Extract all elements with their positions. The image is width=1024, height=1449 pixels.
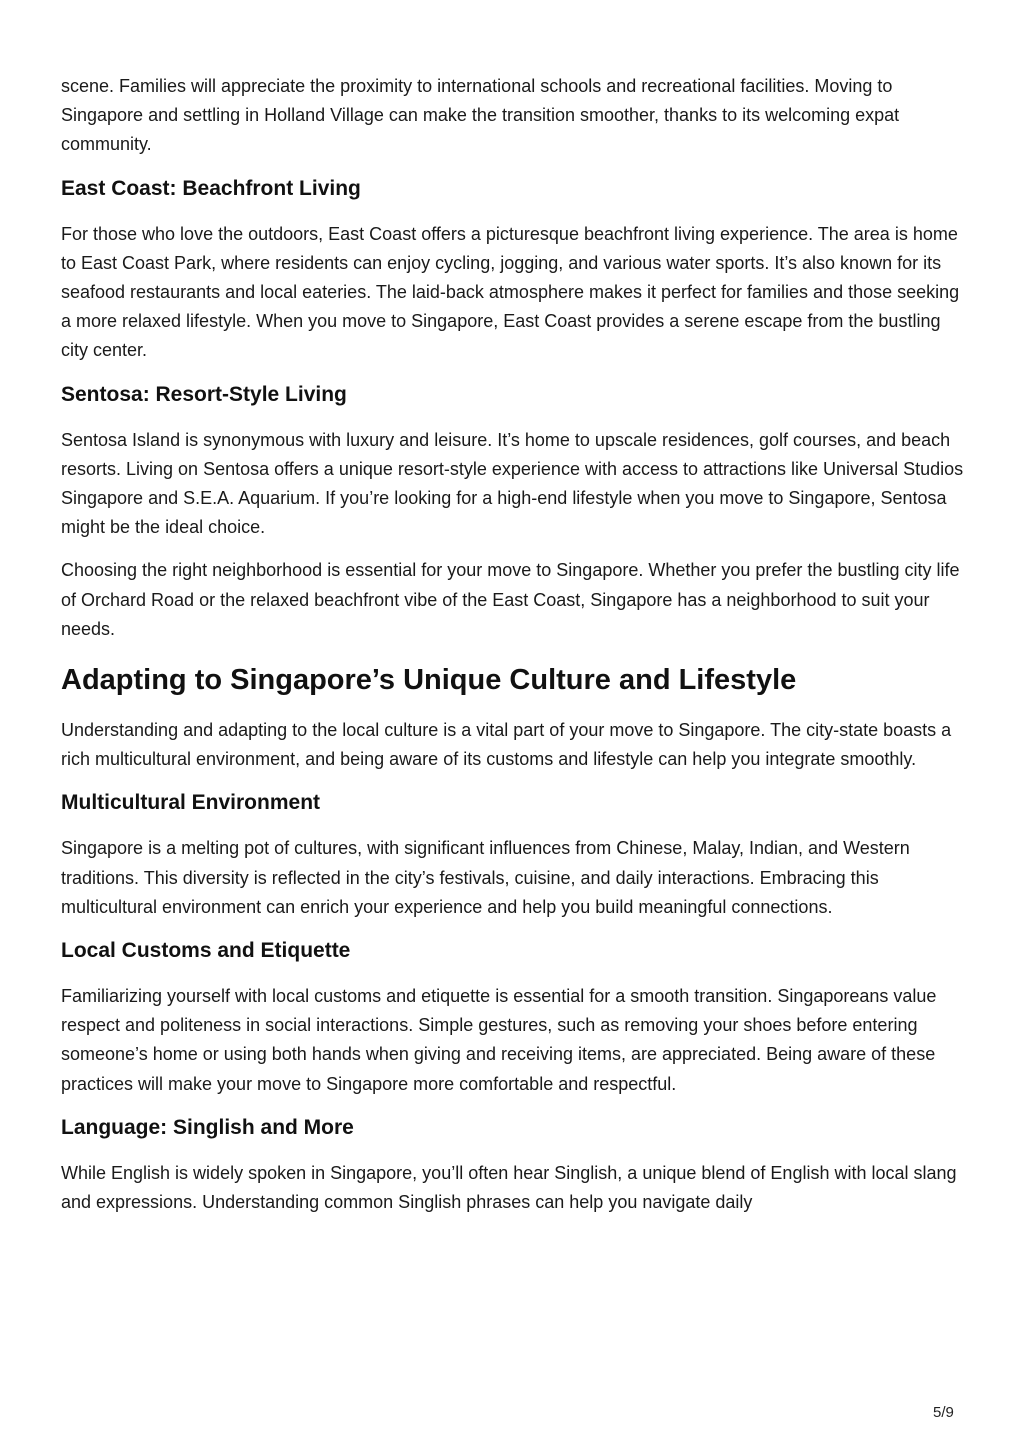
paragraph-language: While English is widely spoken in Singapore, you’ll often hear Singlish, a unique blend of English with local slang and expressions. Understanding common Singlish phrases can help you navigate daily bbox=[61, 1162, 957, 1213]
paragraph-east-coast: For those who love the outdoors, East Coast offers a picturesque beachfront living experience. The area is home to East Coast Park, where residents can enjoy cycling, jogging, and various water sports. It’s also known for its seafood restaurants and local eateries. The laid-back atmosphere makes it perfect for families and those seeking a more relaxed lifestyle. When you move to Singapore, East Coast provides a serene escape from the bustling city center. bbox=[61, 223, 960, 361]
heading-customs: Local Customs and Etiquette bbox=[61, 939, 351, 963]
page-number: 5/9 bbox=[933, 1404, 954, 1421]
heading-east-coast: East Coast: Beachfront Living bbox=[61, 176, 361, 200]
paragraph-culture-intro: Understanding and adapting to the local culture is a vital part of your move to Singapore. The city-state boasts a rich multicultural environment, and being aware of its customs and lifestyle can help you integrate smoothly. bbox=[61, 720, 952, 770]
section-heading-culture: Adapting to Singapore’s Unique Culture and Lifestyle bbox=[61, 664, 797, 697]
heading-sentosa: Sentosa: Resort-Style Living bbox=[61, 382, 347, 406]
paragraph-holland-village-end: scene. Families will appreciate the proximity to international schools and recreational facilities. Moving to Singapore and settling in Holland Village can make the transition smoother, thanks to its welcoming expat community. bbox=[61, 76, 900, 155]
paragraph-multicultural: Singapore is a melting pot of cultures, with significant influences from Chinese, Malay, Indian, and Western traditions. This diversity is reflected in the city’s festivals, cuisine, and daily interactions. Embracing this multicultural environment can enrich your experience and help you build meaningful connections. bbox=[61, 838, 910, 917]
heading-multicultural: Multicultural Environment bbox=[61, 791, 321, 815]
heading-language: Language: Singlish and More bbox=[61, 1115, 354, 1139]
document-page bbox=[61, 72, 966, 1231]
paragraph-customs: Familiarizing yourself with local customs and etiquette is essential for a smooth transition. Singaporeans value respect and politeness in social interactions. Simple gestures, such as removing your shoes before entering someone’s home or using both hands when giving and receiving items, are appreciated. Being aware of these practices will make your move to Singapore more comfortable and respectful. bbox=[61, 986, 937, 1094]
paragraph-sentosa: Sentosa Island is synonymous with luxury and leisure. It’s home to upscale residences, golf courses, and beach resorts. Living on Sentosa offers a unique resort-style experience with access to attractions like Universal Studios Singapore and S.E.A. Aquarium. If you’re looking for a high-end lifestyle when you move to Singapore, Sentosa might be the ideal choice. bbox=[61, 429, 964, 538]
paragraph-neighborhood-summary: Choosing the right neighborhood is essential for your move to Singapore. Whether you prefer the bustling city life of Orchard Road or the relaxed beachfront vibe of the East Coast, Singapore has a neighborhood to suit your needs. bbox=[61, 560, 960, 639]
